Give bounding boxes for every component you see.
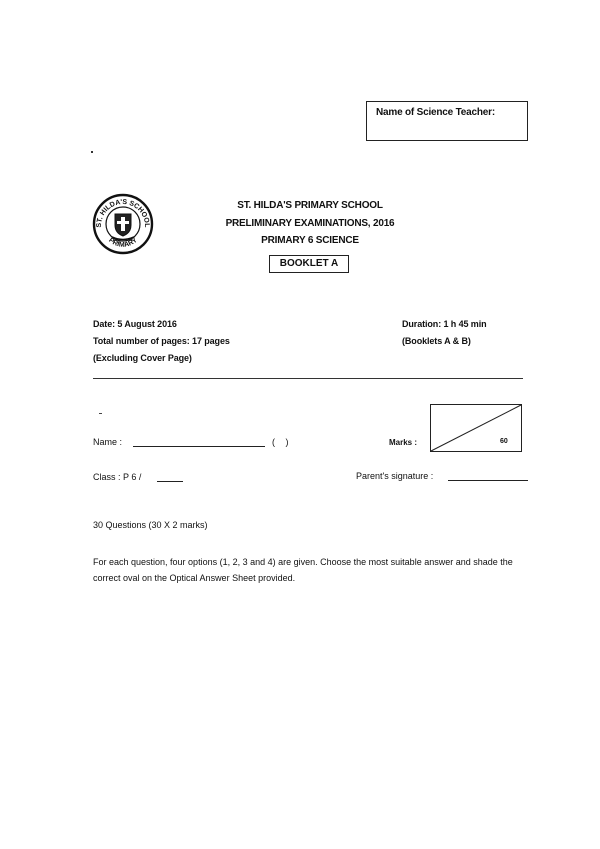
marks-label: Marks :	[389, 438, 418, 447]
booklets-note: (Booklets A & B)	[402, 336, 471, 346]
science-teacher-box	[366, 101, 528, 141]
parent-signature-field[interactable]	[448, 480, 528, 481]
marks-total: 60	[500, 438, 508, 445]
exam-title: PRELIMINARY EXAMINATIONS, 2016	[225, 218, 395, 229]
booklet-label: BOOKLET A	[269, 255, 349, 273]
subject-title: PRIMARY 6 SCIENCE	[261, 235, 359, 246]
svg-text:ST. HILDA'S SCHOOL: ST. HILDA'S SCHOOL	[95, 198, 151, 228]
scan-speck	[91, 151, 93, 153]
name-label: Name :	[93, 437, 123, 447]
instructions-text: For each question, four options (1, 2, 3 and 4) are given. Choose the most suitable answer and shade the correct oval on the Optical Answer Sheet provided.	[93, 557, 513, 583]
divider-line	[93, 378, 523, 379]
exam-date: Date: 5 August 2016	[93, 319, 177, 329]
science-teacher-label: Name of Science Teacher:	[376, 107, 495, 118]
register-number-field[interactable]: ( )	[272, 437, 289, 447]
cover-page-note: (Excluding Cover Page)	[93, 353, 192, 363]
class-label: Class : P 6 /	[93, 472, 142, 482]
marks-box	[430, 404, 522, 452]
question-count: 30 Questions (30 X 2 marks)	[93, 520, 208, 530]
parent-signature-label: Parent's signature :	[356, 471, 434, 481]
page-count: Total number of pages: 17 pages	[93, 336, 230, 346]
exam-duration: Duration: 1 h 45 min	[402, 319, 487, 329]
name-field[interactable]	[133, 446, 265, 447]
class-field[interactable]	[157, 481, 183, 482]
school-crest-logo	[90, 193, 156, 255]
school-name: ST. HILDA'S PRIMARY SCHOOL	[237, 200, 383, 211]
scan-speck	[99, 413, 102, 414]
svg-text:PRIMARY: PRIMARY	[107, 236, 139, 249]
